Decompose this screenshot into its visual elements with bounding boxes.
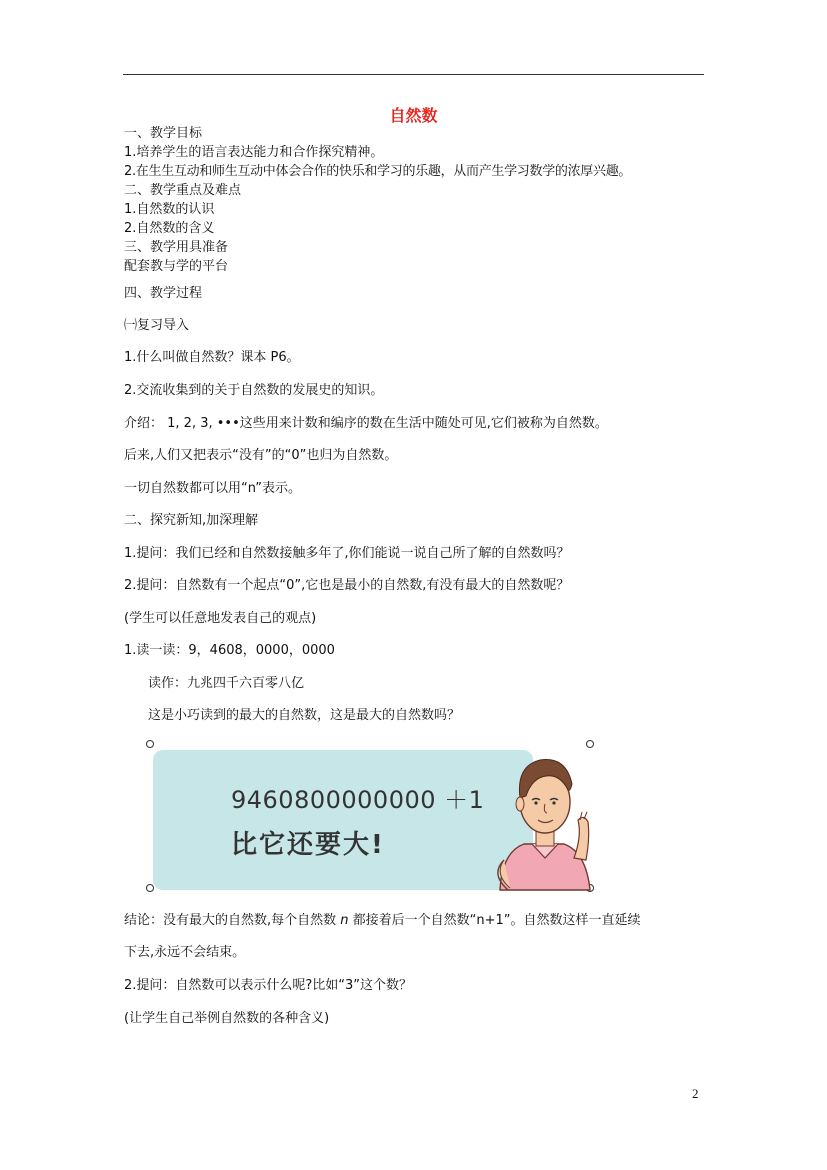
section-heading-key-points: 二、教学重点及难点 <box>124 183 242 198</box>
key-point-1: 1.自然数的认识 <box>124 202 215 217</box>
explore-question-1: 1.提问：我们已经和自然数接触多年了,你们能说一说自己所了解的自然数吗？ <box>124 546 570 561</box>
page-number: 2 <box>692 1086 699 1101</box>
meaning-note: (让学生自己举例自然数的各种含义) <box>124 1011 330 1026</box>
resize-handle-bottom-left <box>146 884 154 892</box>
conclusion-line-2: 下去,永远不会结束。 <box>124 945 246 960</box>
meaning-question: 2.提问：自然数可以表示什么呢?比如“3”这个数？ <box>124 978 413 993</box>
explore-question-2: 2.提问：自然数有一个起点“0”,它也是最小的自然数,有没有最大的自然数呢？ <box>124 578 570 593</box>
figure-expression: 9460800000000 ＋1 <box>231 786 485 814</box>
speech-panel <box>153 750 533 890</box>
section-heading-objectives: 一、教学目标 <box>124 126 203 141</box>
conclusion-variable: n <box>340 913 349 928</box>
read-as: 读作：九兆四千六百零八亿 <box>148 676 305 691</box>
zero-text: 后来,人们又把表示“没有”的“0”也归为自然数。 <box>124 448 398 463</box>
conclusion-part-1: 结论：没有最大的自然数,每个自然数 <box>124 913 341 928</box>
key-point-2: 2.自然数的含义 <box>124 221 215 236</box>
review-question-2: 2.交流收集到的关于自然数的发展史的知识。 <box>124 383 384 398</box>
section-heading-materials: 三、教学用具准备 <box>124 240 229 255</box>
student-note: (学生可以任意地发表自己的观点) <box>124 611 317 626</box>
page-title: 自然数 <box>389 106 438 125</box>
conclusion-line-1 <box>124 913 641 929</box>
figure-caption: 比它还要大! <box>231 830 385 860</box>
read-exercise: 1.读一读：9，4608，0000，0000 <box>124 643 335 658</box>
section-heading-explore: 二、探究新知,加深理解 <box>124 513 259 528</box>
objective-1: 1.培养学生的语言表达能力和合作探究精神。 <box>124 145 384 160</box>
conclusion-part-2: 都接着后一个自然数“n+1”。自然数这样一直延续 <box>348 913 641 928</box>
section-heading-process: 四、教学过程 <box>124 286 203 301</box>
illustration-figure <box>144 740 596 892</box>
header-rule <box>123 74 704 75</box>
review-question-1: 1.什么叫做自然数？课本 P6。 <box>124 350 300 365</box>
intro-text: 介绍： 1, 2, 3, •••这些用来计数和编序的数在生活中随处可见,它们被称为自然数。 <box>124 416 608 431</box>
largest-question: 这是小巧读到的最大的自然数，这是最大的自然数吗？ <box>148 708 461 723</box>
teacher-illustration <box>490 740 596 892</box>
n-text: 一切自然数都可以用“n”表示。 <box>124 481 301 496</box>
resize-handle-top-left <box>146 740 154 748</box>
materials-text: 配套教与学的平台 <box>124 259 229 274</box>
subsection-review: ㈠复习导入 <box>124 318 190 333</box>
objective-2: 2.在生生互动和师生互动中体会合作的快乐和学习的乐趣，从而产生学习数学的浓厚兴趣。 <box>124 164 632 179</box>
